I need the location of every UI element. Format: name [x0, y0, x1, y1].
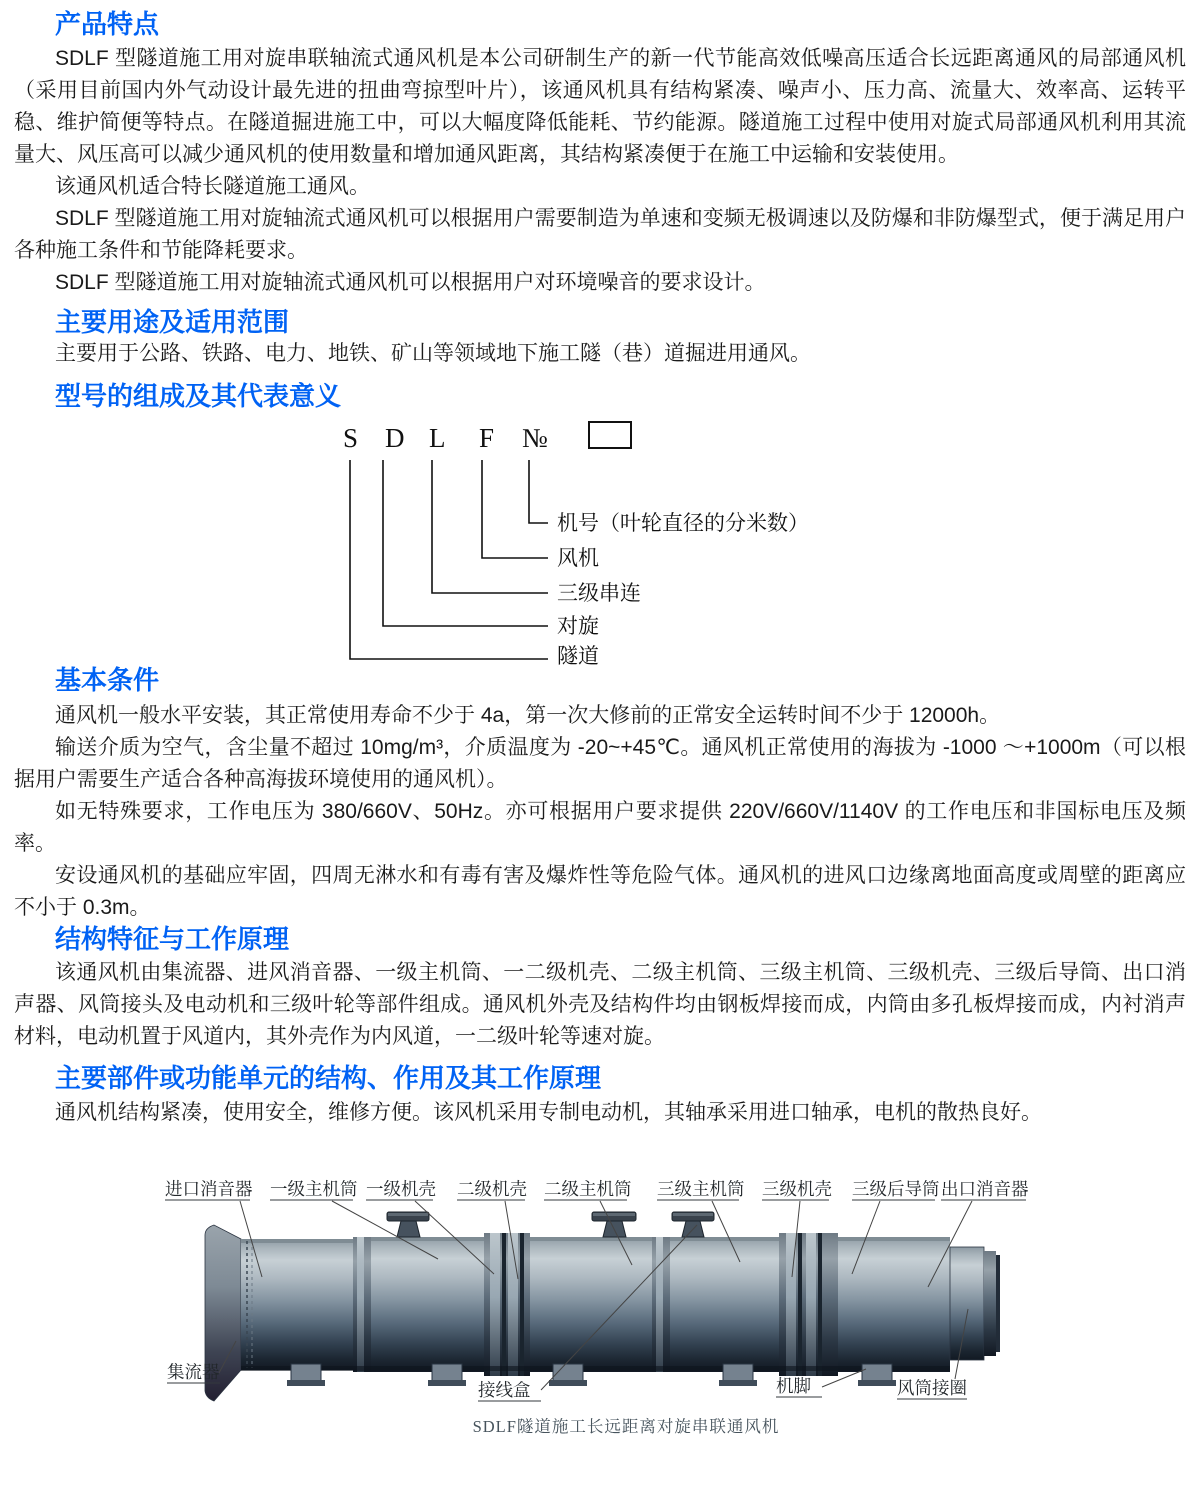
duct-ring-edge: [996, 1255, 1000, 1352]
fig-label-junction-box: 接线盒: [478, 1380, 531, 1400]
section-heading-components: 主要部件或功能单元的结构、作用及其工作原理: [55, 1063, 602, 1093]
stage2-main-cylinder: [530, 1237, 652, 1372]
conditions-paragraph-4: 安设通风机的基础应牢固，四周无淋水和有毒有害及爆炸性等危险气体。通风机的进风口边缘离地面高度或周壁的距离应不小于 0.3m。: [14, 864, 1186, 919]
top-fitting-3: [672, 1212, 714, 1237]
features-paragraph-2: 该通风机适合特长隧道施工通风。: [55, 175, 370, 198]
fan-figure-svg: [0, 1129, 1200, 1478]
model-letters: [343, 423, 548, 453]
model-letter-f: F: [479, 423, 495, 453]
stage12-casing-cluster: [484, 1233, 530, 1376]
label-fan: 风机: [557, 546, 599, 570]
stage3-main-cylinder: [670, 1237, 779, 1372]
line-three-stage: [432, 460, 548, 593]
model-letter-d: D: [385, 423, 405, 453]
fig-label-duct-ring: 风筒接圈: [897, 1378, 967, 1398]
inlet-silencer-cylinder: [241, 1239, 353, 1370]
features-paragraph-1: SDLF 型隧道施工用对旋串联轴流式通风机是本公司研制生产的新一代节能高效低噪高压适合长远距离通风的局部通风机（采用目前国内外气动设计最先进的扭曲弯掠型叶片），该通风机具有结构紧凑、噪声小、压力高、流量大、效率高、运转平稳、维护简便等特点。在隧道掘进施工中，可以大幅度降低能耗、节约能源。隧道施工过程中使用对旋式局部通风机利用其流量大、风压高可以减少通风机的使用数量和增加通风距离，其结构紧凑便于在施工中运输和安装使用。: [14, 47, 1186, 166]
body-bottom-shadow: [241, 1366, 950, 1371]
figure-top-labels: [165, 1179, 1029, 1199]
features-paragraph-3: SDLF 型隧道施工用对旋轴流式通风机可以根据用户需要制造为单速和变频无极调速以及防爆和非防爆型式，便于满足用户各种施工条件和节能降耗要求。: [14, 207, 1186, 262]
fig-label-foot: 机脚: [776, 1376, 811, 1396]
label-counter-rotating: 对旋: [557, 614, 599, 638]
section-heading-conditions: 基本条件: [55, 665, 160, 695]
line-counter-rotating: [383, 460, 548, 626]
conditions-paragraph-2: 输送介质为空气，含尘量不超过 10mg/m³，介质温度为 -20~+45℃。通风机正常使用的海拔为 -1000 ～+1000m（可以根据用户需要生产适合各种高海拔环境使用的通风机）。: [14, 736, 1186, 791]
fig-label-stage3-casing: 三级机壳: [762, 1179, 832, 1199]
section-heading-structure: 结构特征与工作原理: [55, 924, 290, 954]
outlet-silencer-cylinder: [838, 1237, 950, 1372]
cylinder-top-lip: [670, 1237, 779, 1241]
conditions-paragraph-3: 如无特殊要求，工作电压为 380/660V、50Hz。亦可根据用户要求提供 220V/660V/1140V 的工作电压和非国标电压及频率。: [14, 800, 1186, 855]
conditions-paragraph-1: 通风机一般水平安装，其正常使用寿命不少于 4a，第一次大修前的正常安全运转时间不少于 12000h。: [55, 704, 1001, 727]
line-fan: [482, 460, 548, 558]
top-fitting-1: [387, 1212, 429, 1237]
cylinder-top-lip: [838, 1237, 950, 1241]
line-tunnel: [350, 460, 548, 659]
cylinder-top-lip: [530, 1237, 652, 1241]
fig-label-stage2-casing: 二级机壳: [457, 1179, 527, 1199]
fig-label-stage3-main: 三级主机筒: [657, 1179, 745, 1199]
section-heading-usage: 主要用途及适用范围: [55, 307, 290, 337]
label-tunnel: 隧道: [557, 644, 599, 666]
usage-paragraph: 主要用于公路、铁路、电力、地铁、矿山等领域地下施工隧（巷）道掘进用通风。: [55, 342, 811, 365]
model-letter-s: S: [343, 423, 359, 453]
flange-strip: [656, 1237, 663, 1372]
top-fitting-2: [592, 1212, 636, 1237]
label-three-stage-series: 三级串连: [557, 581, 641, 605]
foot: [858, 1364, 896, 1386]
cylinder-top-lip: [241, 1239, 353, 1243]
fig-label-collector: 集流器: [167, 1362, 220, 1382]
fig-label-stage1-casing: 一级机壳: [366, 1179, 436, 1199]
model-designation-diagram: [0, 410, 1200, 666]
fan-body: [205, 1212, 1000, 1401]
machine-number-box: [589, 422, 631, 448]
foot: [428, 1364, 466, 1386]
model-diagram-svg: [0, 410, 1200, 666]
model-letter-l: L: [429, 423, 446, 453]
fan-assembly-figure: [0, 1129, 1200, 1478]
fig-label-outlet-silencer: 出口消音器: [941, 1179, 1029, 1199]
fig-label-inlet-silencer: 进口消音器: [165, 1179, 253, 1199]
foot: [719, 1364, 757, 1386]
cylinder-top-lip: [371, 1237, 484, 1241]
section-heading-features: 产品特点: [55, 9, 160, 39]
model-letter-no: №: [522, 423, 548, 453]
flange-strip: [357, 1237, 364, 1372]
components-paragraph: 通风机结构紧凑，使用安全，维修方便。该风机采用专制电动机，其轴承采用进口轴承，电机的散热良好。: [55, 1101, 1042, 1124]
label-machine-no: 机号（叶轮直径的分米数）: [557, 511, 809, 535]
section-heading-model: 型号的组成及其代表意义: [55, 381, 342, 411]
model-diagram-lines: [350, 460, 548, 659]
foot: [287, 1364, 325, 1386]
duct-connection-ring: [984, 1251, 996, 1356]
structure-paragraph: 该通风机由集流器、进风消音器、一级主机筒、一二级机壳、二级主机筒、三级主机筒、三级机壳、三级后导筒、出口消声器、风筒接头及电动机和三级叶轮等部件组成。通风机外壳及结构件均由钢板焊接而成，内筒由多孔板焊接而成，内衬消声材料，电动机置于风道内，其外壳作为内风道，一二级叶轮等速对旋。: [14, 961, 1186, 1048]
figure-caption: SDLF隧道施工长远距离对旋串联通风机: [472, 1417, 780, 1436]
line-machine-no: [529, 460, 548, 523]
stage1-main-cylinder: [371, 1237, 484, 1372]
fig-label-stage2-main: 二级主机筒: [544, 1179, 632, 1199]
features-paragraph-4: SDLF 型隧道施工用对旋轴流式通风机可以根据用户对环境噪音的要求设计。: [55, 271, 766, 294]
outlet-duct: [950, 1247, 984, 1360]
fig-label-rear-guide: 三级后导筒: [852, 1179, 940, 1199]
fig-label-stage1-main: 一级主机筒: [270, 1179, 358, 1199]
model-diagram-labels: [557, 511, 809, 666]
stage3-casing-cluster: [779, 1233, 838, 1376]
